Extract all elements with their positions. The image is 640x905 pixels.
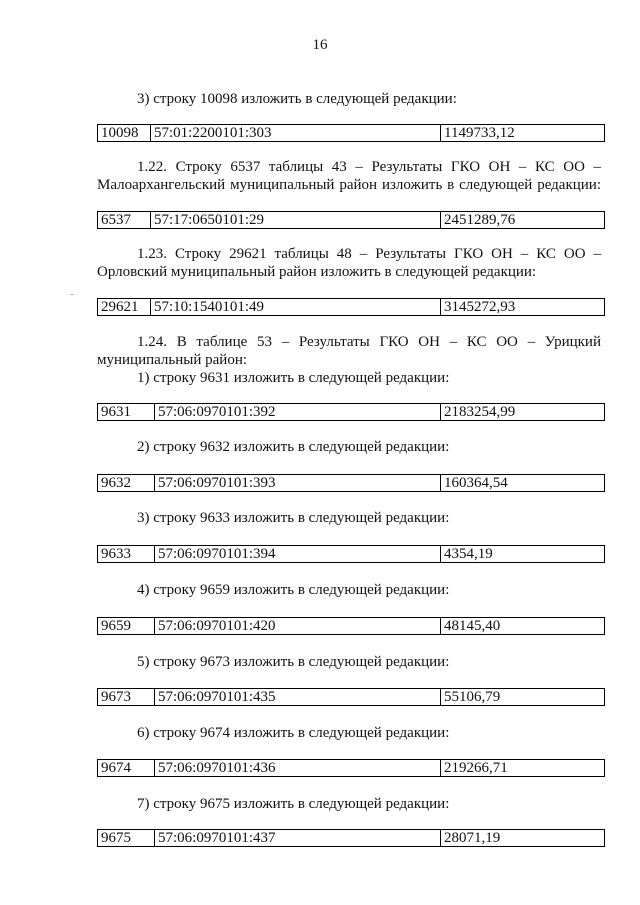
cadastral-value-cell: 219266,71 <box>440 760 604 776</box>
table-row <box>97 298 605 316</box>
paragraph-line: 1.22. Строку 6537 таблицы 43 – Результаты ГКО ОН – КС ОО – <box>137 159 601 175</box>
table-row <box>97 759 605 777</box>
row-number-cell: 9673 <box>101 689 131 705</box>
paragraph-line: Орловский муниципальный район изложить в следующей редакции: <box>97 264 537 280</box>
cadastral-value-cell: 55106,79 <box>440 689 604 705</box>
cadastral-value-cell: 4354,19 <box>440 546 604 562</box>
cadastral-value-cell: 3145272,93 <box>440 299 604 315</box>
table-row <box>97 617 605 635</box>
cadastral-number-cell: 57:06:0970101:436 <box>154 760 440 776</box>
cadastral-number-cell: 57:06:0970101:420 <box>154 618 440 634</box>
paragraph-line: 1.24. В таблице 53 – Результаты ГКО ОН – КС ОО – Урицкий <box>137 334 601 350</box>
instruction-text: 6) строку 9674 изложить в следующей редакции: <box>137 725 450 741</box>
table-row <box>97 474 605 492</box>
cadastral-number-cell: 57:06:0970101:435 <box>154 689 440 705</box>
instruction-text: 3) строку 9633 изложить в следующей редакции: <box>137 510 450 526</box>
row-number-cell: 9674 <box>101 760 131 776</box>
cadastral-value-cell: 160364,54 <box>440 475 604 491</box>
table-row <box>97 124 605 142</box>
row-number-cell: 9633 <box>101 546 131 562</box>
row-number-cell: 29621 <box>101 299 139 315</box>
cadastral-number-cell: 57:01:2200101:303 <box>150 125 440 141</box>
row-number-cell: 9675 <box>101 830 131 846</box>
instruction-text: 3) строку 10098 изложить в следующей редакции: <box>137 91 457 107</box>
cadastral-number-cell: 57:17:0650101:29 <box>150 212 440 228</box>
cadastral-value-cell: 48145,40 <box>440 618 604 634</box>
paragraph-line: Малоархангельский муниципальный район изложить в следующей редакции: <box>97 177 601 193</box>
instruction-text: 5) строку 9673 изложить в следующей редакции: <box>137 654 450 670</box>
row-number-cell: 9659 <box>101 618 131 634</box>
instruction-text: 1) строку 9631 изложить в следующей редакции: <box>137 370 450 386</box>
page-number: 16 <box>312 37 328 53</box>
cadastral-number-cell: 57:06:0970101:393 <box>154 475 440 491</box>
row-number-cell: 10098 <box>101 125 139 141</box>
instruction-text: 4) строку 9659 изложить в следующей редакции: <box>137 582 450 598</box>
cadastral-number-cell: 57:10:1540101:49 <box>150 299 440 315</box>
table-row <box>97 829 605 847</box>
cadastral-value-cell: 1149733,12 <box>440 125 604 141</box>
instruction-text: 7) строку 9675 изложить в следующей редакции: <box>137 796 450 812</box>
cadastral-value-cell: 2183254,99 <box>440 404 604 420</box>
cadastral-number-cell: 57:06:0970101:394 <box>154 546 440 562</box>
row-number-cell: 9632 <box>101 475 131 491</box>
cadastral-value-cell: 28071,19 <box>440 830 604 846</box>
instruction-text: 2) строку 9632 изложить в следующей редакции: <box>137 439 450 455</box>
cadastral-number-cell: 57:06:0970101:437 <box>154 830 440 846</box>
table-row <box>97 403 605 421</box>
table-row <box>97 688 605 706</box>
table-row <box>97 211 605 229</box>
cadastral-value-cell: 2451289,76 <box>440 212 604 228</box>
row-number-cell: 6537 <box>101 212 131 228</box>
row-number-cell: 9631 <box>101 404 131 420</box>
table-row <box>97 545 605 563</box>
scan-speck <box>71 294 73 295</box>
paragraph-line: муниципальный район: <box>97 352 248 368</box>
cadastral-number-cell: 57:06:0970101:392 <box>154 404 440 420</box>
paragraph-line: 1.23. Строку 29621 таблицы 48 – Результаты ГКО ОН – КС ОО – <box>137 246 601 262</box>
